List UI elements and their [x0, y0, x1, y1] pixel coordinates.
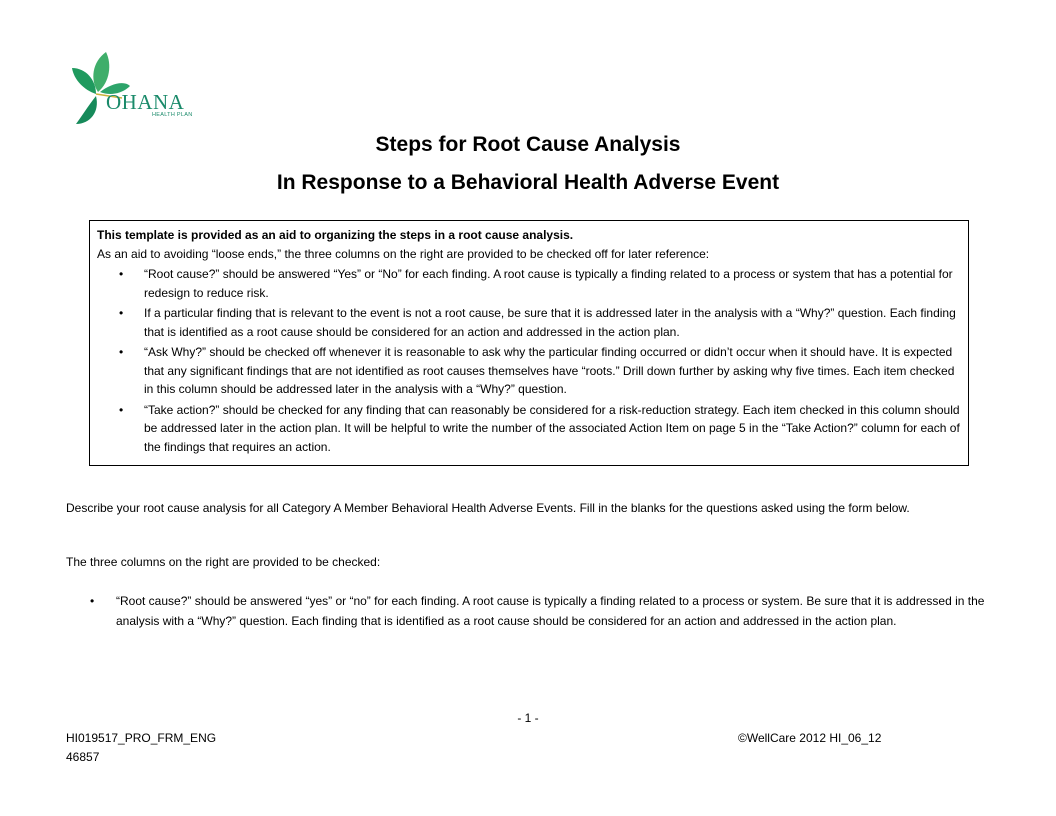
bullet-icon: • — [119, 306, 124, 320]
logo-wordmark: OHANA — [106, 90, 185, 114]
list-item: • “Take action?” should be checked for any finding that can reasonably be considered for a risk-reduction strategy. Each item checked in this column should be addressed later in the action plan. It will be helpful to write the number of the associated Action Item on page 5 in the “Take Action?” column for each of the findings that requires an action. — [119, 402, 960, 454]
list-item: • If a particular finding that is relevant to the event is not a root cause, be sure that it is addressed later in the analysis with a “Why?” question. Each finding that is identified as a root cause should be considered for an action and addressed in the action plan. — [119, 306, 956, 339]
description-paragraph: Describe your root cause analysis for all Category A Member Behavioral Health Adverse Events. Fill in the blanks for the questions asked using the form below. — [66, 501, 910, 515]
logo-tagline: HEALTH PLAN — [152, 112, 193, 118]
bullet-icon: • — [90, 594, 95, 608]
list-item: • “Root cause?” should be answered “yes” or “no” for each finding. A root cause is typically a finding related to a process or system. Be sure that it is addressed in the analysis with a “Why?” question. Each finding that is identified as a root cause should be considered for an action and addressed in the action plan. — [66, 591, 996, 631]
instructions-intro: As an aid to avoiding “loose ends,” the three columns on the right are provided to be checked off for later reference: — [97, 246, 710, 261]
instructions-list — [97, 265, 960, 456]
instructions-box — [89, 220, 969, 466]
bullet-icon: • — [119, 267, 124, 281]
ohana-logo — [70, 50, 200, 130]
page-number: - 1 - — [517, 711, 539, 725]
body-list — [66, 591, 996, 631]
copyright: ©WellCare 2012 HI_06_12 — [738, 731, 882, 745]
form-code: HI019517_PRO_FRM_ENG — [66, 731, 217, 745]
bullet-icon: • — [119, 402, 124, 417]
page-subtitle: In Response to a Behavioral Health Adverse Event — [276, 171, 780, 194]
list-item: • “Ask Why?” should be checked off whenever it is reasonable to ask why the particular finding occurred or didn’t occur when it should have. It is expected that any significant findings that are not identified as root causes themselves have “roots.” Drill down further by asking why five times. Each item checked in this column should be addressed later in the analysis with a “Why?” question. — [119, 345, 955, 396]
form-number: 46857 — [66, 750, 100, 764]
columns-paragraph: The three columns on the right are provided to be checked: — [66, 555, 381, 569]
page-title: Steps for Root Cause Analysis — [375, 133, 681, 156]
list-item: • “Root cause?” should be answered “Yes” or “No” for each finding. A root cause is typically a finding related to a process or system that has a potential for redesign to reduce risk. — [119, 267, 953, 300]
instructions-heading: This template is provided as an aid to organizing the steps in a root cause analysis. — [97, 228, 574, 242]
bullet-icon: • — [119, 345, 124, 359]
